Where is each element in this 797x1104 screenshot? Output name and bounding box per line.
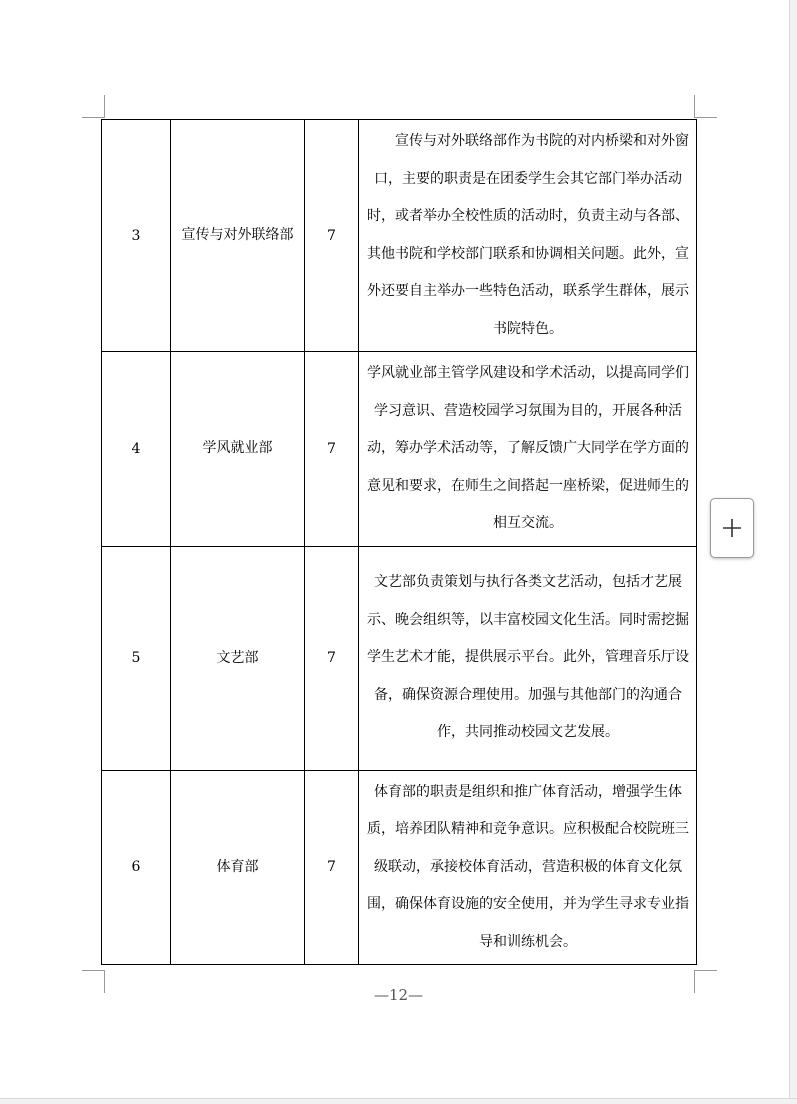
row-index: 5	[102, 546, 171, 770]
member-count: 7	[305, 770, 359, 965]
plus-icon	[721, 517, 743, 539]
department-name: 宣传与对外联络部	[171, 120, 305, 352]
department-table	[101, 119, 697, 965]
department-name: 文艺部	[171, 546, 305, 770]
department-name: 体育部	[171, 770, 305, 965]
table-row	[102, 352, 697, 547]
add-button[interactable]	[710, 498, 754, 558]
member-count: 7	[305, 546, 359, 770]
page-edge-bottom	[0, 1098, 797, 1104]
page-edge-right	[789, 0, 797, 1103]
member-count: 7	[305, 120, 359, 352]
row-index: 3	[102, 120, 171, 352]
department-name: 学风就业部	[171, 352, 305, 547]
row-index: 4	[102, 352, 171, 547]
table-row	[102, 120, 697, 352]
table-row	[102, 770, 697, 965]
department-duty: 体育部的职责是组织和推广体育活动，增强学生体质，培养团队精神和竞争意识。应积极配合校院班三级联动，承接校体育活动，营造积极的体育文化氛围，确保体育设施的安全使用，并为学生寻求专业指导和训练机会。	[359, 770, 697, 965]
margin-mark-top-left	[82, 95, 105, 118]
department-duty: 文艺部负责策划与执行各类文艺活动，包括才艺展示、晚会组织等，以丰富校园文化生活。同时需挖掘学生艺术才能，提供展示平台。此外，管理音乐厅设备，确保资源合理使用。加强与其他部门的沟通合作，共同推动校园文艺发展。	[359, 546, 697, 770]
department-duty: 宣传与对外联络部作为书院的对内桥梁和对外窗口，主要的职责是在团委学生会其它部门举办活动时，或者举办全校性质的活动时，负责主动与各部、其他书院和学校部门联系和协调相关问题。此外，宣外还要自主举办一些特色活动，联系学生群体，展示书院特色。	[359, 120, 697, 352]
member-count: 7	[305, 352, 359, 547]
row-index: 6	[102, 770, 171, 965]
department-duty: 学风就业部主管学风建设和学术活动，以提高同学们学习意识、营造校园学习氛围为目的，开展各种活动，筹办学术活动等，了解反馈广大同学在学方面的意见和要求，在师生之间搭起一座桥梁，促进师生的相互交流。	[359, 352, 697, 547]
table-row	[102, 546, 697, 770]
page-number: —12—	[373, 986, 424, 1004]
margin-mark-top-right	[694, 95, 717, 118]
